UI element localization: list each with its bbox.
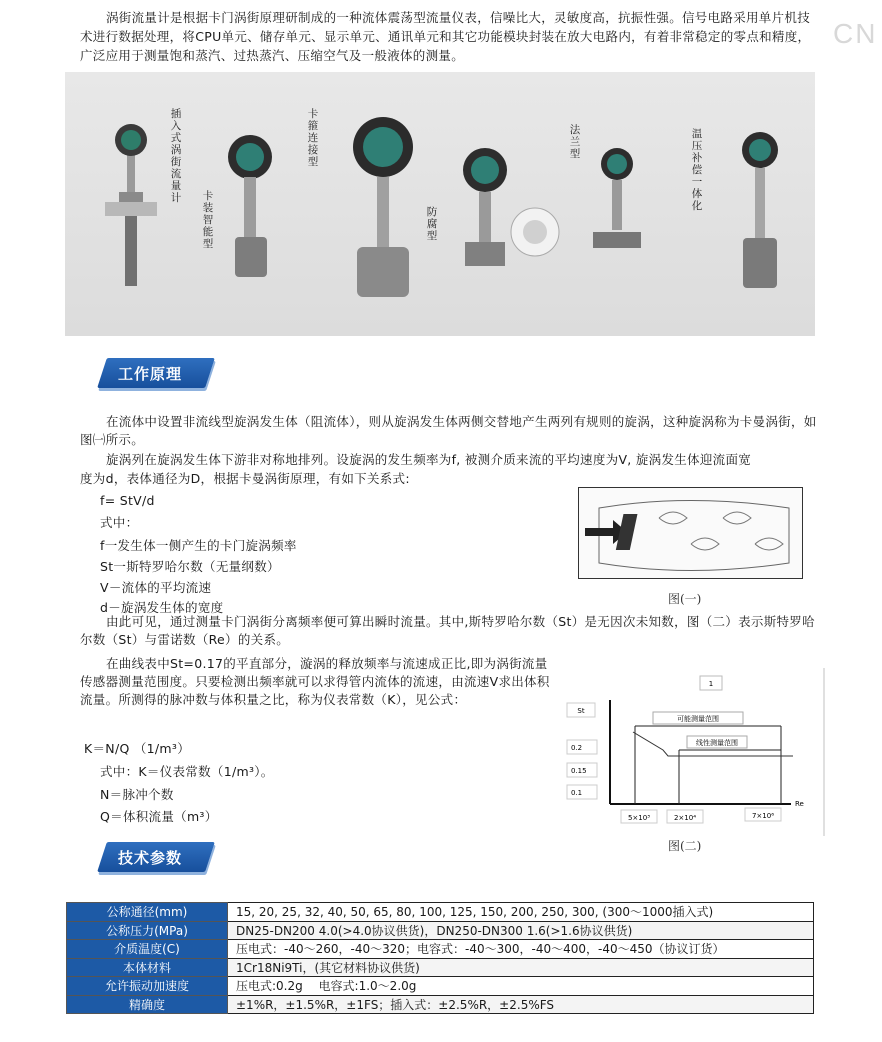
figure-2-st-re-chart [563,670,825,830]
principle-p4: 在曲线表中St=0.17的平直部分，漩涡的释放频率与流速成正比,即为涡街流量传感器测量范围度。只要检测出频率就可以求得管内流体的流速，由流速V求出体积流量。所测得的脉冲数与体积量之比，称为仪表常数（K），见公式： [80,656,550,707]
where-label: 式中： [100,515,139,530]
smart-flowmeter-image [228,135,272,277]
spec-label: 介质温度(C) [67,940,228,959]
section-header-params [96,840,214,878]
principle-p2a: 旋涡列在旋涡发生体下游非对称地排列。设旋涡的发生频率为f, 被测介质来流的平均速度为V, 旋涡发生体迎流面宽 [106,452,752,467]
intro-paragraph: 涡街流量计是根据卡门涡街原理研制成的一种流体震荡型流量仪表，信噪比大，灵敏度高，抗振性强。信号电路采用单片机技术进行数据处理，将CPU单元、储存单元、显示单元、通讯单元和其它功能模块封装在放大电路内，有着非常稳定的零点和精度，广泛应用于测量饱和蒸汽、过热蒸汽、压缩空气及一般液体的测量。 [80,10,811,63]
spec-value: 15, 20, 25, 32, 40, 50, 65, 80, 100, 125, 150, 200, 250, 300, (300～1000插入式) [228,903,814,922]
table-row [67,958,814,977]
fig2-x-label: Re [795,800,804,808]
table-row [67,940,814,959]
spec-label: 公称压力(MPa) [67,921,228,940]
label-insert: 插入式涡街流量计 [170,108,182,204]
figure-1-caption: 图(一) [668,592,702,606]
def-v: V－流体的平均流速 [100,580,212,595]
table-row [67,921,814,940]
spec-value: ±1%R，±1.5%R，±1FS；插入式：±2.5%R，±2.5%FS [228,995,814,1014]
formula-k: K＝N/Q （1/m³） [84,741,191,756]
divider-line [823,668,825,836]
formula-frequency: f= StV/d [100,493,155,508]
watermark: CN [833,18,878,49]
spec-value: 压电式：-40～260，-40～320；电容式：-40～300，-40～400，-40～450（协议订货） [228,940,814,959]
fig2-ytick-2: 0.1 [571,789,583,797]
section-header-principle [96,356,214,394]
section-title: 技术参数 [118,849,183,867]
def-st: St一斯特罗哈尔数（无量纲数） [100,559,280,574]
anticorrosion-flowmeter-image [463,148,559,266]
fig2-ytick-0: 0.2 [571,744,583,752]
label-compensation: 温压补偿一体化 [691,128,703,212]
table-row [67,903,814,922]
label-smart: 卡装智能型 [202,190,214,250]
product-photo-strip [65,72,815,336]
table-row [67,977,814,996]
spec-label: 公称通径(mm) [67,903,228,922]
clamp-flowmeter-image [353,117,413,297]
fig2-range-possible: 可能测量范围 [677,715,719,723]
figure-2-caption: 图(二) [668,839,702,853]
fig2-range-linear: 线性测量范围 [696,739,738,747]
section-title: 工作原理 [118,365,183,383]
def-f: f一发生体一侧产生的卡门旋涡频率 [100,538,297,553]
spec-label: 精确度 [67,995,228,1014]
spec-value: DN25-DN200 4.0(>4.0协议供货)，DN250-DN300 1.6(>1.6协议供货) [228,921,814,940]
fig2-top-box: 1 [708,680,714,688]
principle-p3: 由此可见，通过测量卡门涡街分离频率便可算出瞬时流量。其中,斯特罗哈尔数（St）是无因次未知数，图（二）表示斯特罗哈尔数（St）与雷诺数（Re）的关系。 [80,614,815,647]
spec-table [66,902,814,1014]
fig2-xtick-2: 7×10⁶ [751,812,775,820]
insert-flowmeter-image [105,124,157,286]
spec-label: 允许振动加速度 [67,977,228,996]
principle-p2b: 度为d，表体通径为D，根据卡曼涡街原理，有如下关系式: [80,471,410,486]
st-re-svg [563,670,825,830]
compensation-flowmeter-image [742,132,778,288]
fig2-xtick-0: 5×10³ [627,814,651,822]
label-anticorrosion: 防腐型 [426,206,438,242]
label-flange: 法兰型 [569,124,581,160]
principle-p1: 在流体中设置非流线型旋涡发生体（阻流体），则从旋涡发生体两侧交替地产生两列有规则的旋涡，这种旋涡称为卡曼涡街，如图㈠所示。 [80,414,817,447]
label-clamp: 卡箍连接型 [307,108,319,168]
spec-label: 本体材料 [67,958,228,977]
figure-1-vortex-street [578,487,803,579]
spec-value: 压电式:0.2g 电容式:1.0～2.0g [228,977,814,996]
vortex-illustration [579,488,804,580]
fig2-y-label: St [577,707,585,715]
table-row [67,995,814,1014]
spec-value: 1Cr18Ni9Ti，(其它材料协议供货) [228,958,814,977]
fig2-xtick-1: 2×10⁴ [673,814,697,822]
def-k: 式中：K＝仪表常数（1/m³）。 [100,764,274,779]
def-d: d－旋涡发生体的宽度 [100,600,224,615]
def-n: N＝脉冲个数 [100,787,174,802]
fig2-ytick-1: 0.15 [571,767,587,775]
def-q: Q＝体积流量（m³） [100,809,218,824]
flange-flowmeter-image [593,148,641,248]
